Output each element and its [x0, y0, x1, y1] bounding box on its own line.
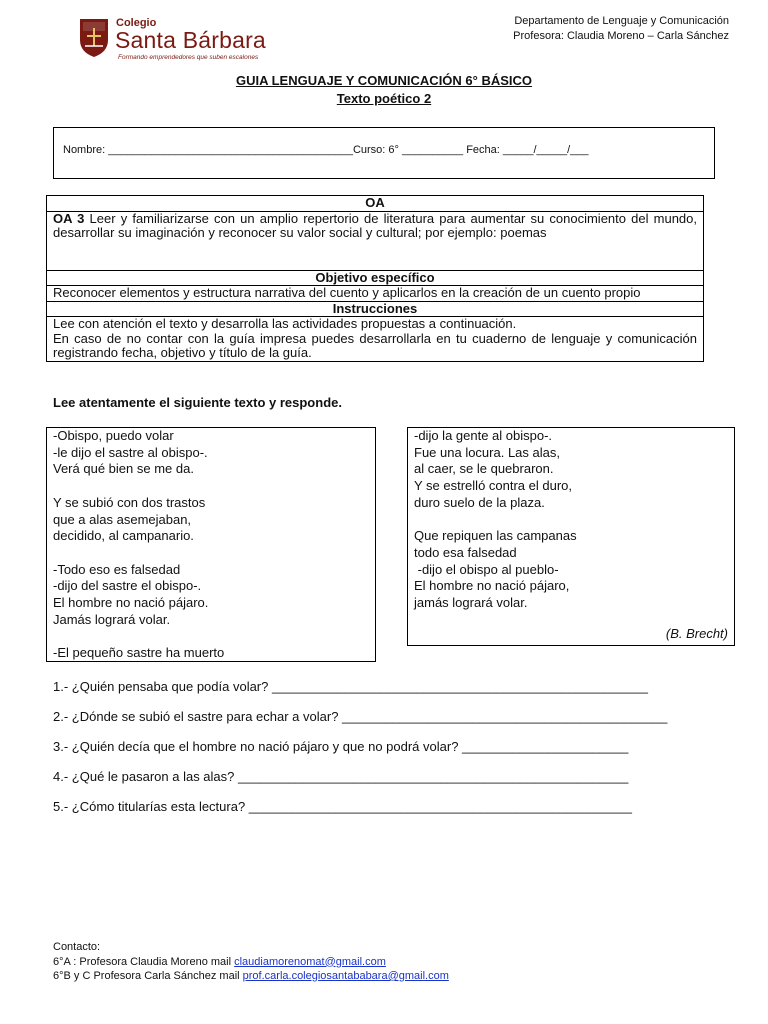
logo-tagline: Formando emprendedores que suben escalones: [118, 54, 259, 61]
question-1[interactable]: 1.- ¿Quién pensaba que podía volar? ____________________________________________________: [53, 679, 648, 694]
poem-line: -dijo el obispo al pueblo-: [414, 561, 559, 577]
poem-stanza: [53, 495, 369, 545]
specific-objective-header: Objetivo específico: [47, 270, 704, 286]
poem-line: al caer, se le quebraron.: [414, 461, 554, 477]
instructions-header: Instrucciones: [47, 301, 704, 317]
oa-description: [47, 211, 704, 270]
department-name: Departamento de Lenguaje y Comunicación: [514, 15, 729, 27]
student-info-box: [53, 127, 715, 179]
poem-line: Y se subió con dos trastos: [53, 494, 206, 510]
poem-line: El hombre no nació pájaro,: [414, 578, 570, 594]
question-2[interactable]: 2.- ¿Dónde se subió el sastre para echar a volar? _____________________________________________: [53, 709, 668, 724]
department-info: [513, 14, 729, 44]
poem-line: -le dijo el sastre al obispo-.: [53, 444, 208, 460]
oa-header: OA: [47, 196, 704, 212]
logo-school-name: Santa Bárbara: [115, 27, 266, 53]
poem-line: -dijo del sastre el obispo-.: [53, 578, 202, 594]
contact-footer: [53, 940, 449, 984]
poem-line: decidido, al campanario.: [53, 528, 194, 544]
question-4[interactable]: 4.- ¿Qué le pasaron a las alas? ______________________________________________________: [53, 769, 629, 784]
poem-line: Verá qué bien se me da.: [53, 461, 194, 477]
contact-line-1: [53, 955, 449, 970]
poem-stanza: [53, 645, 369, 662]
poem-line: -dijo la gente al obispo-.: [414, 428, 553, 443]
poem-line: Que repiquen las campanas: [414, 528, 577, 544]
oa-text: Leer y familiarizarse con un amplio repertorio de literatura para aumentar su conocimiento del mundo, desarrollar su imaginación y reconocer su valor social y cultural; por ejemplo: poemas: [53, 210, 697, 240]
contact-line-2-text: 6°B y C Profesora Carla Sánchez mail: [53, 970, 243, 982]
poem-line: El hombre no nació pájaro.: [53, 595, 209, 610]
contact-line-1-text: 6°A : Profesora Claudia Moreno mail: [53, 955, 235, 968]
poem-author: (B. Brecht): [665, 626, 728, 642]
contact-label: Contacto:: [53, 941, 101, 953]
instructions-line-1: Lee con atención el texto y desarrolla las actividades propuestas a continuación.: [53, 316, 517, 331]
page-subtitle: Texto poético 2: [336, 91, 432, 106]
email-link-claudia[interactable]: claudiamorenomat@gmail.com: [234, 955, 386, 968]
poem-line: todo esa falsedad: [414, 544, 517, 560]
poem-line: Jamás logrará volar.: [53, 611, 171, 627]
poem-box-left: [46, 427, 376, 662]
poem-stanza: [414, 428, 728, 512]
instructions-line-2: En caso de no contar con la guía impresa puedes desarrollarla en tu cuaderno de lenguaje y comunicación registrando fecha, objetivo y título de la guía.: [53, 330, 697, 360]
question-5[interactable]: 5.- ¿Cómo titularías esta lectura? _____________________________________________________: [53, 799, 632, 814]
poem-line: -Todo eso es falsedad: [53, 561, 181, 577]
poem-stanza: [414, 528, 728, 612]
question-3[interactable]: 3.- ¿Quién decía que el hombre no nació pájaro y que no podrá volar? _______________________: [53, 739, 629, 754]
contact-line-2: [53, 969, 449, 984]
poem-stanza: [53, 428, 369, 478]
poem-box-right: [407, 427, 735, 646]
instructions-cell: [47, 317, 704, 362]
poem-line: duro suelo de la plaza.: [414, 494, 545, 510]
poem-stanza: [53, 562, 369, 629]
student-info-fields[interactable]: Nombre: ________________________________________Curso: 6° __________ Fecha: _____/_____/___: [63, 144, 589, 156]
poem-line: -Obispo, puedo volar: [53, 428, 174, 443]
teachers-line: Profesora: Claudia Moreno – Carla Sánchez: [513, 30, 729, 42]
logo-colegio-text: Colegio: [116, 17, 157, 29]
poem-line: jamás logrará volar.: [414, 595, 528, 611]
specific-objective-text: Reconocer elementos y estructura narrativa del cuento y aplicarlos en la creación de un cuento propio: [47, 286, 704, 302]
oa-code: OA 3: [53, 210, 85, 226]
poem-line: que a alas asemejaban,: [53, 511, 192, 527]
reading-instruction: Lee atentamente el siguiente texto y responde.: [53, 395, 342, 410]
school-logo: [78, 14, 288, 62]
page-title: GUIA LENGUAJE Y COMUNICACIÓN 6° BÁSICO: [235, 73, 533, 88]
email-link-carla[interactable]: prof.carla.colegiosantababara@gmail.com: [242, 970, 449, 982]
poem-line: Y se estrelló contra el duro,: [414, 478, 573, 494]
poem-line: -El pequeño sastre ha muerto: [53, 645, 225, 661]
school-shield-icon: [78, 16, 110, 58]
objectives-table: [46, 195, 704, 362]
poem-line: Fue una locura. Las alas,: [414, 444, 560, 460]
